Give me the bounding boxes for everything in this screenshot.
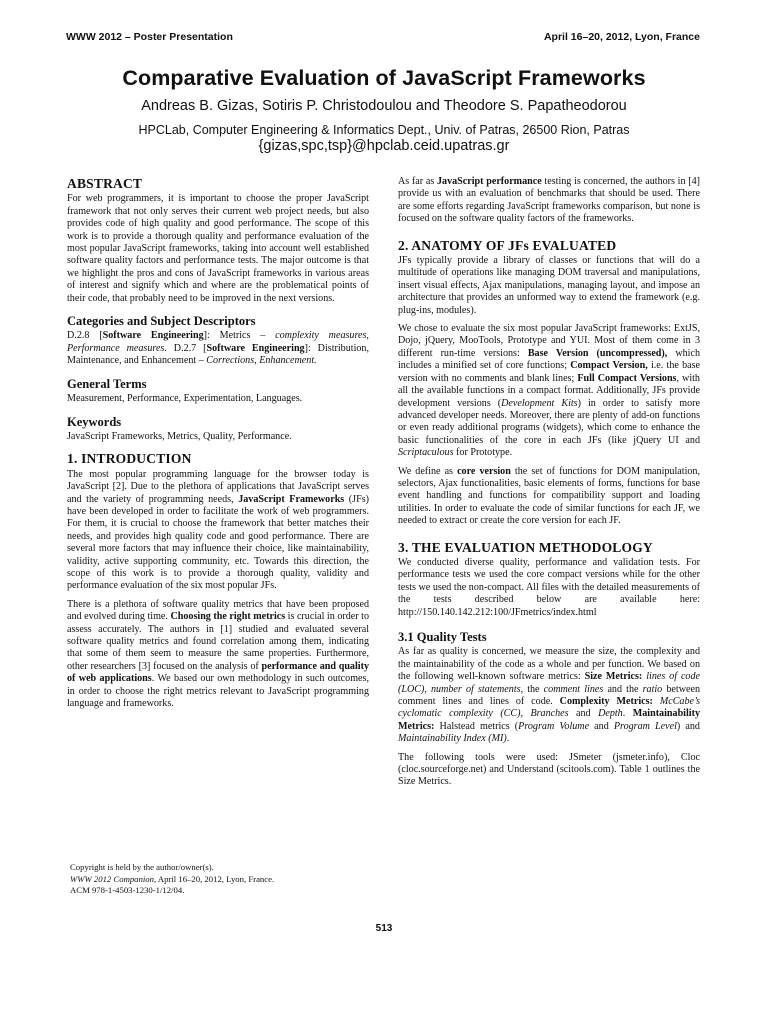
text-part: .: [506, 733, 510, 745]
running-header-right: April 16–20, 2012, Lyon, France: [543, 31, 700, 43]
intro-part: There is a plethora of software quality metrics that have been proposed and evolved during time.: [67, 598, 369, 623]
anatomy-paragraph-3: [398, 466, 700, 528]
text-part: the set of functions for DOM manipulation, selectors, Ajax functionalities, basic elements of forms, functions for base event handling and functions for compatibility support and loading utilities. In order to evaluate the code of similar functions for each JF, we needed to extract or create the core version for each JF.: [398, 465, 700, 527]
categories-heading: Categories and Subject Descriptors: [67, 314, 256, 329]
text-part: , with all the available functions in a compact format. Additionally, JFs provide development versions (: [398, 372, 700, 409]
text-italic: Depth: [598, 708, 623, 720]
text-part: which includes a minified set of core functions;: [398, 347, 700, 372]
text-part: [653, 696, 660, 707]
author-list: Andreas B. Gizas, Sotiris P. Christodoulou and Theodore S. Papatheodorou: [141, 98, 627, 114]
categories-italic: complexity measures, Performance measures.: [67, 330, 369, 354]
copyright-part: , April 16–20, 2012, Lyon, France.: [153, 873, 275, 884]
text-bold: Compact Version,: [570, 360, 648, 372]
intro-part: . We based our own methodology in such outcomes, in order to choose the right metrics relevant to JavaScript programming language and frameworks.: [67, 673, 369, 710]
right-column: [398, 176, 700, 795]
copyright-notice: [70, 862, 370, 897]
quality-tests-heading: 3.1 Quality Tests: [398, 630, 487, 644]
text-italic: comment lines: [543, 683, 604, 695]
text-italic: McCabe’s cyclomatic complexity (CC), Branches: [398, 696, 700, 720]
affiliation: HPCLab, Computer Engineering & Informatics Dept., Univ. of Patras, 26500 Rion, Patras: [138, 123, 630, 137]
quality-paragraph-1: [398, 646, 700, 745]
abstract-text: For web programmers, it is important to choose the proper JavaScript framework that not only serves their current web project needs, but also provides code of high quality and good performance. The scope of this work is to provide a thorough quality and performance evaluation of the most popular JavaScript frameworks, taking into account well established software quality factors and performance tests. The major outcome is that we highlight the pros and cons of JavaScript frameworks in various areas of interest and signify which and where are the problematical points of their code, that probably need to be improved in the next versions.: [67, 193, 369, 304]
general-terms-heading: General Terms: [67, 376, 147, 391]
text-bold: Size Metrics:: [584, 671, 643, 683]
text-part: Halstead metrics (: [434, 720, 519, 732]
text-part: and: [568, 708, 599, 720]
running-header-left: WWW 2012 – Poster Presentation: [66, 31, 233, 43]
copyright-italic: WWW 2012 Companion: [70, 873, 154, 884]
left-column: [67, 176, 369, 716]
categories-part: D.2.8 [: [67, 330, 103, 342]
performance-paragraph: [398, 176, 700, 226]
text-bold: Base Version (uncompressed),: [527, 347, 668, 359]
text-part: and: [589, 720, 614, 732]
text-italic: Development Kits: [501, 397, 578, 409]
categories-bold: Software Engineering: [102, 330, 204, 342]
categories-text: [67, 330, 369, 367]
text-italic: Program Volume: [518, 720, 590, 732]
intro-bold: JavaScript Frameworks: [238, 493, 345, 505]
text-bold: core version: [457, 465, 511, 477]
author-email: {gizas,spc,tsp}@hpclab.ceid.upatras.gr: [258, 138, 510, 154]
text-part: .: [622, 708, 633, 720]
general-terms-text: Measurement, Performance, Experimentation, Languages.: [67, 393, 303, 405]
introduction-paragraph-2: [67, 599, 369, 711]
categories-part: D.2.7 [: [166, 342, 207, 354]
text-italic: Scriptaculous: [398, 447, 454, 459]
quality-paragraph-2: The following tools were used: JSmeter (jsmeter.info), Cloc (cloc.sourceforge.net) and Understand (scitools.com). Table 1 outlines the Size Metrics.: [398, 751, 700, 788]
anatomy-paragraph-1: JFs typically provide a library of classes or functions that will do a multitude of operations like managing DOM traversal and manipulations, insert visual effects, Ajax manipulations, managing layout, and impose an architecture that provides an unformed way to extend the framework (e.g. plug-ins, modules).: [398, 255, 700, 316]
introduction-paragraph-1: [67, 469, 369, 593]
intro-part: The most popular programming language for the browser today is JavaScript [2]. Due to the plethora of applications that JavaScript serves and the variety of programming needs,: [67, 468, 369, 505]
intro-part: is crucial in order to assess accurately. The authors in [1] studied and evaluated several software quality metrics and found correlation among them, indicating that some of them seem to measure the same properties. Furthermore, other researchers [3] focused on the analysis of: [67, 611, 369, 672]
text-bold: Complexity Metrics:: [559, 696, 653, 708]
copyright-line: Copyright is held by the author/owner(s).: [70, 862, 214, 872]
methodology-heading: 3. THE EVALUATION METHODOLOGY: [398, 539, 653, 555]
abstract-heading: ABSTRACT: [67, 176, 143, 191]
intro-bold: Choosing the right metrics: [170, 611, 286, 623]
text-italic: Maintainability Index (MI): [398, 733, 507, 745]
paper-title: Comparative Evaluation of JavaScript Frameworks: [122, 66, 646, 90]
introduction-heading: 1. INTRODUCTION: [67, 451, 192, 467]
text-part: As far as: [398, 176, 437, 187]
text-part: We chose to evaluate the six most popular JavaScript frameworks: ExtJS, Dojo, jQuery, MooTools, Prototype and YUI. Most of them come in 3 different run-time versions:: [398, 323, 700, 359]
text-part: i.e. the base version with no comments and blank lines;: [398, 360, 701, 384]
anatomy-paragraph-2: [398, 323, 700, 459]
text-part: , the: [520, 683, 544, 695]
categories-part: ]: Distribution, Maintenance, and Enhancement –: [67, 342, 369, 367]
text-bold: Maintainability Metrics:: [398, 708, 701, 732]
methodology-paragraph: We conducted diverse quality, performance and validation tests. For performance tests we used the core compact versions while for the other tests we used the non-compact. All files with the detailed measurements of the tests described below are available here: http://150.140.142.212:100/JFmetrics/index.html: [398, 556, 700, 618]
keywords-text: JavaScript Frameworks, Metrics, Quality, Performance.: [67, 430, 292, 442]
text-part: We define as: [398, 465, 458, 477]
text-part: between comment lines and lines of code.: [398, 683, 700, 708]
text-italic: ratio: [642, 683, 663, 695]
copyright-line: ACM 978-1-4503-1230-1/12/04.: [70, 885, 185, 895]
text-part: for Prototype.: [453, 447, 513, 459]
keywords-heading: Keywords: [67, 414, 122, 429]
text-part: and the: [603, 683, 643, 695]
text-italic: lines of code (LOC), number of statements: [398, 671, 700, 695]
copyright-line: [70, 874, 370, 886]
text-part: As far as quality is concerned, we measure the size, the complexity and the maintainability of the code as a whole and per function. We based on the following well-known software metrics:: [398, 646, 700, 683]
categories-italic: Corrections, Enhancement.: [206, 355, 317, 367]
text-bold: JavaScript performance: [436, 176, 542, 187]
intro-part: (JFs) have been developed in order to facilitate the work of web programmers. For them, it is crucial to choose the framework that better matches their needs, and provides high quality code and good performance. There are several more factors that may influence their choice, like maintainability, validity, active supporting community, etc. Towards this direction, the scope of this work is to provide a thorough quality, validity and performance evaluation of the six most popular JFs.: [67, 493, 369, 592]
page-number: 513: [375, 923, 393, 934]
categories-part: ]: Metrics –: [203, 330, 276, 342]
intro-bold: performance and quality of web applications: [67, 660, 370, 685]
text-part: ) in order to satisfy more advanced developer needs. Moreover, there are plenty of add-on functions or even ready additional programs (widgets), which come to enhance the basic functionalities of the core in each JFs (like jQuery UI and: [398, 397, 700, 446]
anatomy-heading: 2. ANATOMY OF JFs EVALUATED: [398, 237, 617, 253]
categories-bold: Software Engineering: [206, 342, 305, 354]
text-part: ) and: [676, 720, 700, 732]
text-part: testing is concerned, the authors in [4] provide us with an evaluation of benchmarks that should be used. There are some efforts regarding JavaScript frameworks comparison, but none is focused on the software quality factors of the frameworks.: [398, 176, 700, 225]
text-italic: Program Level: [613, 720, 677, 732]
text-bold: Full Compact Versions: [577, 372, 677, 384]
